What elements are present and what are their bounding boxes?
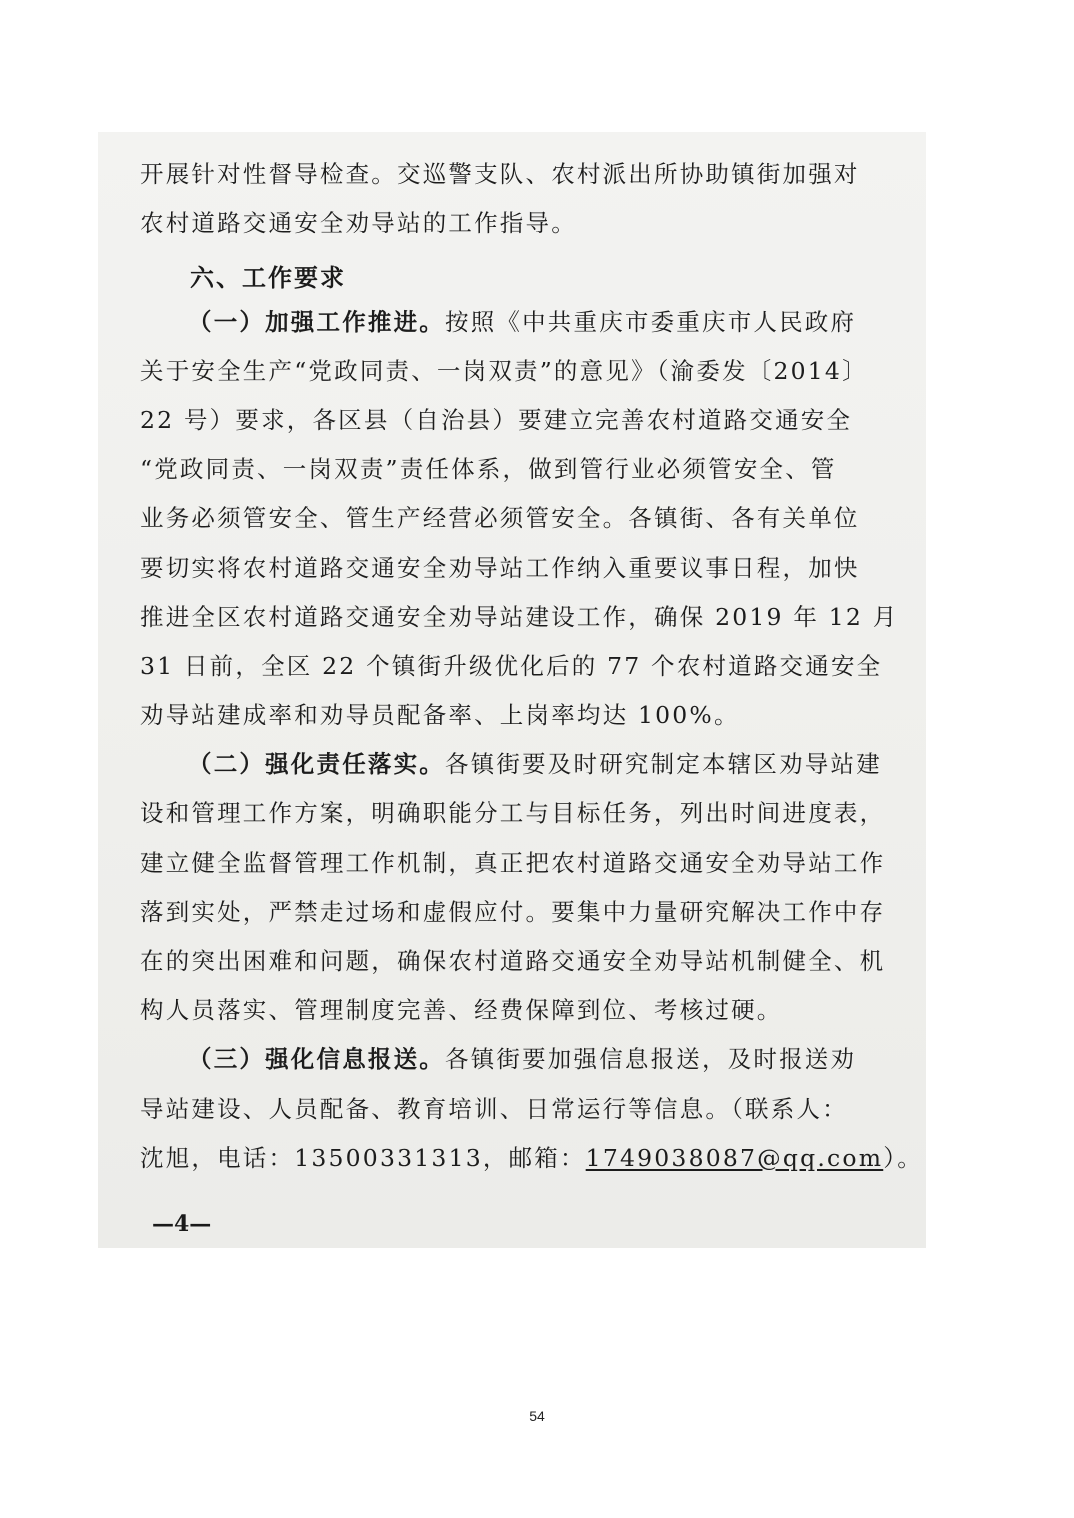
item1-line-9: 劝导站建成率和劝导员配备率、上岗率均达 100%。	[140, 701, 740, 730]
item1-line-4: “党政同责、一岗双责”责任体系，做到管行业必须管安全、管	[140, 455, 837, 484]
item1-line-7: 推进全区农村道路交通安全劝导站建设工作，确保 2019 年 12 月	[140, 602, 899, 631]
document-body	[140, 150, 923, 1183]
item3-line-2: 导站建设、人员配备、教育培训、日常运行等信息。（联系人：	[140, 1094, 848, 1123]
item1-line-8: 31 日前，全区 22 个镇街升级优化后的 77 个农村道路交通安全	[140, 651, 883, 680]
item1-line-6: 要切实将农村道路交通安全劝导站工作纳入重要议事日程，加快	[140, 553, 860, 582]
intro-line-1: 开展针对性督导检查。交巡警支队、农村派出所协助镇街加强对	[140, 160, 860, 188]
item2-line-1-text: 各镇街要及时研究制定本辖区劝导站建	[445, 750, 882, 779]
item1-title: （一）加强工作推进。	[188, 307, 445, 336]
contact-suffix: ）。	[883, 1143, 923, 1172]
item3-title: （三）强化信息报送。	[188, 1045, 445, 1074]
footer-page-number: 54	[529, 1408, 545, 1424]
item1-line-5: 业务必须管安全、管生产经营必须管安全。各镇街、各有关单位	[140, 504, 860, 533]
item2-title: （二）强化责任落实。	[188, 750, 445, 779]
scan-page-number: —4—	[152, 1211, 212, 1237]
contact-info: 沈旭，电话：13500331313，邮箱：	[140, 1143, 586, 1172]
item3-line-3	[140, 1134, 923, 1183]
email-link[interactable]: 1749038087@qq.com	[585, 1143, 884, 1172]
item2-line-6: 构人员落实、管理制度完善、经费保障到位、考核过硬。	[140, 996, 783, 1025]
item3-line-1	[140, 1035, 900, 1084]
item2-line-4: 落到实处，严禁走过场和虚假应付。要集中力量研究解决工作中存	[140, 897, 886, 926]
item2-line-3: 建立健全监督管理工作机制，真正把农村道路交通安全劝导站工作	[140, 848, 886, 877]
item3-line-1-text: 各镇街要加强信息报送，及时报送劝	[445, 1045, 857, 1074]
item1-line-1	[140, 298, 900, 347]
item1-line-1-text: 按照《中共重庆市委重庆市人民政府	[445, 307, 857, 336]
item2-line-5: 在的突出困难和问题，确保农村道路交通安全劝导站机制健全、机	[140, 947, 886, 975]
item2-line-2: 设和管理工作方案，明确职能分工与目标任务，列出时间进度表，	[140, 799, 886, 828]
intro-line-2: 农村道路交通安全劝导站的工作指导。	[140, 209, 577, 238]
item2-line-1	[140, 740, 900, 789]
section-heading: 六、工作要求	[190, 263, 346, 292]
item1-line-3: 22 号）要求，各区县（自治县）要建立完善农村道路交通安全	[140, 405, 853, 434]
item1-line-2: 关于安全生产“党政同责、一岗双责”的意见》（渝委发〔2014〕	[140, 356, 868, 385]
